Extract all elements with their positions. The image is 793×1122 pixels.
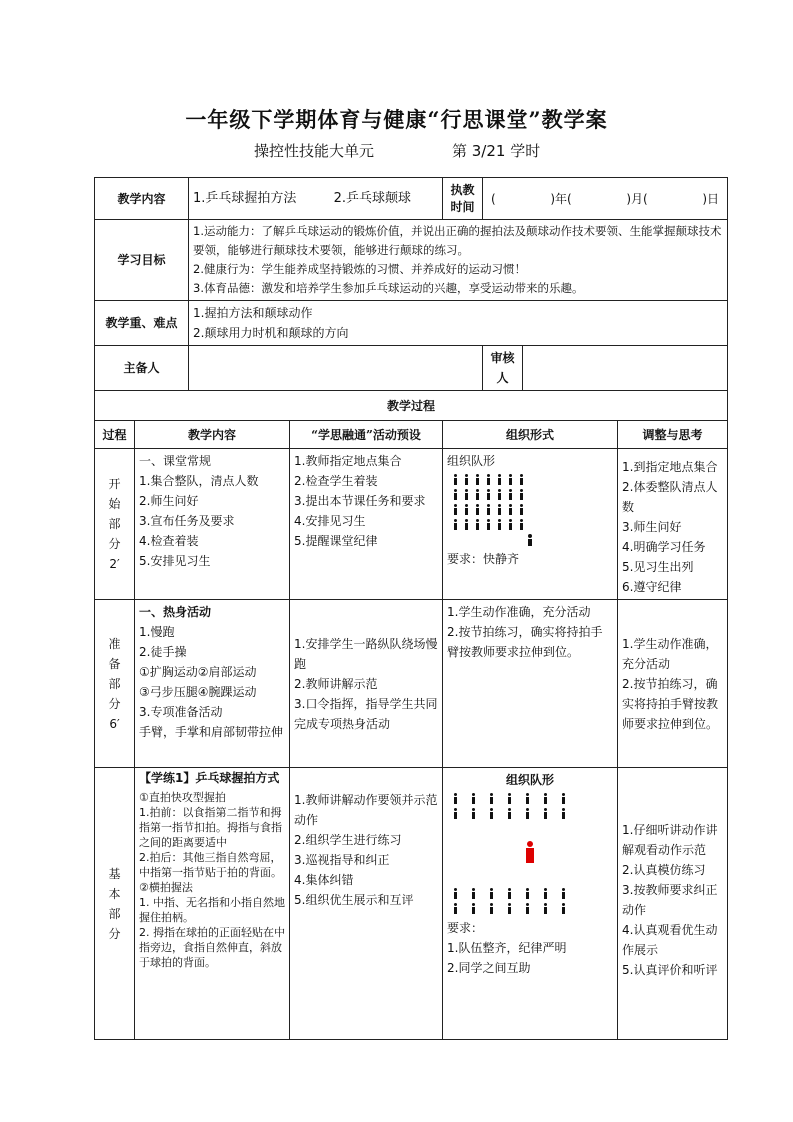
preparer-label: 主备人 [95, 346, 189, 391]
student-figure-icon [475, 474, 480, 485]
student-figure-icon [507, 793, 512, 804]
student-figure-icon [561, 903, 566, 914]
stage-start [95, 449, 135, 600]
student-figure-icon [453, 474, 458, 485]
stage-char: 备 [108, 656, 121, 671]
stage-char: 分 [108, 926, 121, 941]
activity-line: 3.巡视指导和纠正 [294, 853, 390, 867]
date-field[interactable] [483, 178, 728, 220]
student-figure-icon [525, 888, 530, 899]
stage-char: 分 [108, 696, 121, 711]
time-label-1: 执教 [450, 182, 475, 197]
reflection-line: 6.遵守纪律 [622, 580, 682, 594]
time-label-2: 时间 [450, 199, 475, 214]
student-figure-icon [525, 903, 530, 914]
student-figure-icon [453, 793, 458, 804]
reflection-line: 4.认真观看优生动作展示 [622, 923, 718, 957]
content-line: 一、课堂常规 [139, 454, 212, 468]
stage-prep [95, 600, 135, 768]
student-figure-icon [543, 808, 548, 819]
student-figure-icon [561, 793, 566, 804]
time-label [443, 178, 483, 220]
date-open: ( [491, 191, 496, 206]
formation-requirement: 要求：快静齐 [447, 552, 520, 566]
reflection-line: 2.按节拍练习，确实将持拍手臂按教师要求拉伸到位。 [622, 676, 719, 731]
start-organization [443, 449, 618, 600]
stage-char: 2′ [109, 557, 120, 571]
student-figure-icon [507, 808, 512, 819]
preparer-field[interactable] [189, 346, 483, 391]
lesson-plan-table [94, 177, 728, 1040]
formation-diagram [447, 793, 613, 914]
student-figure-icon [475, 504, 480, 515]
activity-line: 1.教师指定地点集合 [294, 454, 402, 468]
prep-content [135, 600, 290, 768]
formation-title: 组织队形 [506, 773, 555, 787]
student-figure-icon [543, 903, 548, 914]
header-stage: 过程 [95, 421, 135, 449]
stage-char: 部 [108, 906, 121, 921]
basic-reflection [618, 768, 728, 1040]
student-figure-icon [471, 808, 476, 819]
student-figure-icon [486, 504, 491, 515]
header-organization: 组织形式 [443, 421, 618, 449]
student-figure-icon [464, 489, 469, 500]
stage-char: 开 [108, 477, 121, 491]
content-line: 4.检查着装 [139, 534, 199, 548]
reflection-line: 2.体委整队清点人数 [622, 480, 718, 514]
activity-line: 2.教师讲解示范 [294, 676, 378, 691]
student-figure-icon [453, 888, 458, 899]
formation-requirement: 1.队伍整齐，纪律严明 [447, 941, 567, 955]
start-activity [290, 449, 443, 600]
student-figure-icon [471, 903, 476, 914]
formation-requirement: 要求： [447, 921, 484, 935]
prep-activity [290, 600, 443, 768]
content-value-1: 1.乒乓球握拍方法 [193, 190, 297, 206]
student-figure-icon [519, 504, 524, 515]
key-item: 2.颠球用力时机和颠球的方向 [193, 326, 349, 340]
reflection-line: 1.学生动作准确，充分活动 [622, 636, 718, 671]
basic-activity [290, 768, 443, 1040]
stage-char: 准 [108, 636, 121, 651]
content-line: ②横拍握法 [139, 881, 193, 894]
student-figure-icon [508, 474, 513, 485]
teacher-figure-icon [527, 534, 533, 546]
activity-line: 2.组织学生进行练习 [294, 833, 402, 847]
student-figure-icon [508, 519, 513, 530]
student-figure-icon [561, 808, 566, 819]
student-figure-icon [497, 519, 502, 530]
activity-line: 5.提醒课堂纪律 [294, 534, 378, 548]
reflection-line: 5.认真评价和听评 [622, 963, 718, 977]
content-value [189, 178, 443, 220]
header-reflection: 调整与思考 [618, 421, 728, 449]
basic-content [135, 768, 290, 1040]
student-figure-icon [486, 474, 491, 485]
activity-line: 2.检查学生着装 [294, 474, 378, 488]
student-figure-icon [508, 504, 513, 515]
content-line: ①直拍快攻型握拍 [139, 791, 226, 804]
key-item: 1.握拍方法和颠球动作 [193, 306, 313, 320]
student-figure-icon [543, 793, 548, 804]
student-figure-icon [464, 504, 469, 515]
formation-diagram [447, 474, 613, 549]
student-figure-icon [489, 808, 494, 819]
student-figure-icon [525, 793, 530, 804]
header-activity: “学思融通”活动预设 [290, 421, 443, 449]
student-figure-icon [486, 519, 491, 530]
goal-item: 3.体育品德：激发和培养学生参加乒乓球运动的兴趣，享受运动带来的乐趣。 [193, 281, 584, 295]
student-figure-icon [475, 519, 480, 530]
prep-reflection [618, 600, 728, 768]
content-line: 1.集合整队，清点人数 [139, 474, 259, 488]
student-figure-icon [497, 489, 502, 500]
page-title: 一年级下学期体育与健康“行思课堂”教学案 [185, 107, 608, 132]
reflection-line: 1.仔细听讲动作讲解观看动作示范 [622, 823, 718, 857]
process-title: 教学过程 [95, 391, 728, 421]
student-figure-icon [464, 519, 469, 530]
reflection-line: 5.见习生出列 [622, 560, 694, 574]
reflection-line: 3.按教师要求纠正动作 [622, 883, 718, 917]
student-figure-icon [453, 808, 458, 819]
content-line: 手臂，手掌和肩部韧带拉伸 [139, 725, 284, 739]
content-line: 1. 中指、无名指和小指自然地握住拍柄。 [139, 896, 285, 924]
key-label: 教学重、难点 [95, 301, 189, 346]
student-figure-icon [453, 504, 458, 515]
activity-line: 1.安排学生一路纵队绕场慢跑 [294, 636, 438, 671]
content-line: ①扩胸运动②肩部运动 [139, 665, 257, 679]
prep-organization [443, 600, 618, 768]
reviewer-label: 审核人 [483, 346, 523, 391]
student-figure-icon [543, 888, 548, 899]
lesson-hour: 第 3/21 学时 [452, 142, 541, 160]
activity-line: 4.集体纠错 [294, 873, 354, 887]
unit-name: 操控性技能大单元 [254, 142, 375, 160]
date-day: )日 [702, 191, 720, 206]
stage-char: 始 [108, 497, 121, 511]
content-line: 2.拍后：其他三指自然弯屈，中指第一指节贴于拍的背面。 [139, 851, 282, 879]
content-line: 2.师生问好 [139, 494, 199, 508]
student-figure-icon [507, 888, 512, 899]
content-line: ③弓步压腿④腕踝运动 [139, 685, 257, 699]
formation-requirement: 2.同学之间互助 [447, 961, 531, 975]
student-figure-icon [497, 474, 502, 485]
student-figure-icon [471, 888, 476, 899]
stage-char: 本 [108, 886, 121, 901]
reflection-line: 4.明确学习任务 [622, 540, 706, 554]
date-year: )年( [550, 191, 572, 206]
basic-organization [443, 768, 618, 1040]
student-figure-icon [453, 489, 458, 500]
stage-char: 6′ [109, 716, 120, 731]
keys-cell [189, 301, 728, 346]
goal-item: 2.健康行为：学生能养成坚持锻炼的习惯、并养成好的运动习惯！ [193, 262, 526, 276]
content-line: 1.拍前：以食指第二指节和拇指第一指节扣拍。拇指与食指之间的距离要适中 [139, 806, 282, 849]
student-figure-icon [508, 489, 513, 500]
student-figure-icon [561, 888, 566, 899]
stage-char: 部 [108, 676, 121, 691]
student-figure-icon [519, 489, 524, 500]
content-line: 1.慢跑 [139, 625, 175, 639]
student-figure-icon [489, 793, 494, 804]
content-line: 2. 拇指在球拍的正面轻贴在中指旁边，食指自然伸直，斜放于球拍的背面。 [139, 926, 285, 969]
goals-cell [189, 220, 728, 301]
student-figure-icon [519, 519, 524, 530]
stage-char: 分 [108, 537, 121, 551]
content-line: 3.专项准备活动 [139, 705, 223, 719]
activity-line: 4.安排见习生 [294, 514, 366, 528]
student-figure-icon [507, 903, 512, 914]
date-month: )月( [626, 191, 648, 206]
student-figure-icon [453, 903, 458, 914]
activity-line: 1.教师讲解动作要领并示范动作 [294, 793, 438, 827]
teacher-figure-icon [525, 841, 535, 863]
student-figure-icon [453, 519, 458, 530]
reflection-line: 2.认真模仿练习 [622, 863, 706, 877]
content-title: 一、热身活动 [139, 605, 212, 619]
content-line: 5.安排见习生 [139, 554, 211, 568]
student-figure-icon [489, 903, 494, 914]
student-figure-icon [525, 808, 530, 819]
student-figure-icon [475, 489, 480, 500]
activity-line: 3.口令指挥，指导学生共同完成专项热身活动 [294, 696, 438, 731]
student-figure-icon [497, 504, 502, 515]
student-figure-icon [471, 793, 476, 804]
start-reflection [618, 449, 728, 600]
organization-line: 1.学生动作准确，充分活动 [447, 605, 591, 619]
goal-item: 1.运动能力：了解乒乓球运动的锻炼价值，并说出正确的握拍法及颠球动作技术要领、生能掌握颠球技术要领，能够进行颠球技术要领，能够进行颠球的练习。 [193, 224, 722, 257]
student-figure-icon [486, 489, 491, 500]
organization-line: 2.按节拍练习，确实将持拍手臂按教师要求拉伸到位。 [447, 625, 603, 659]
reviewer-field[interactable] [523, 346, 728, 391]
student-figure-icon [489, 888, 494, 899]
reflection-line: 1.到指定地点集合 [622, 460, 718, 474]
content-value-2: 2.乒乓球颠球 [333, 190, 412, 206]
stage-char: 基 [108, 866, 121, 881]
stage-char: 部 [108, 517, 121, 531]
content-line: 3.宣布任务及要求 [139, 514, 235, 528]
student-figure-icon [464, 474, 469, 485]
formation-title: 组织队形 [447, 454, 496, 468]
start-content [135, 449, 290, 600]
goal-label: 学习目标 [95, 220, 189, 301]
student-figure-icon [519, 474, 524, 485]
activity-line: 3.提出本节课任务和要求 [294, 494, 426, 508]
stage-basic [95, 768, 135, 1040]
header-content: 教学内容 [135, 421, 290, 449]
content-title: 【学练1】乒乓球握拍方式 [139, 771, 280, 785]
reflection-line: 3.师生问好 [622, 520, 682, 534]
activity-line: 5.组织优生展示和互评 [294, 893, 414, 907]
content-line: 2.徒手操 [139, 645, 187, 659]
content-label: 教学内容 [95, 178, 189, 220]
